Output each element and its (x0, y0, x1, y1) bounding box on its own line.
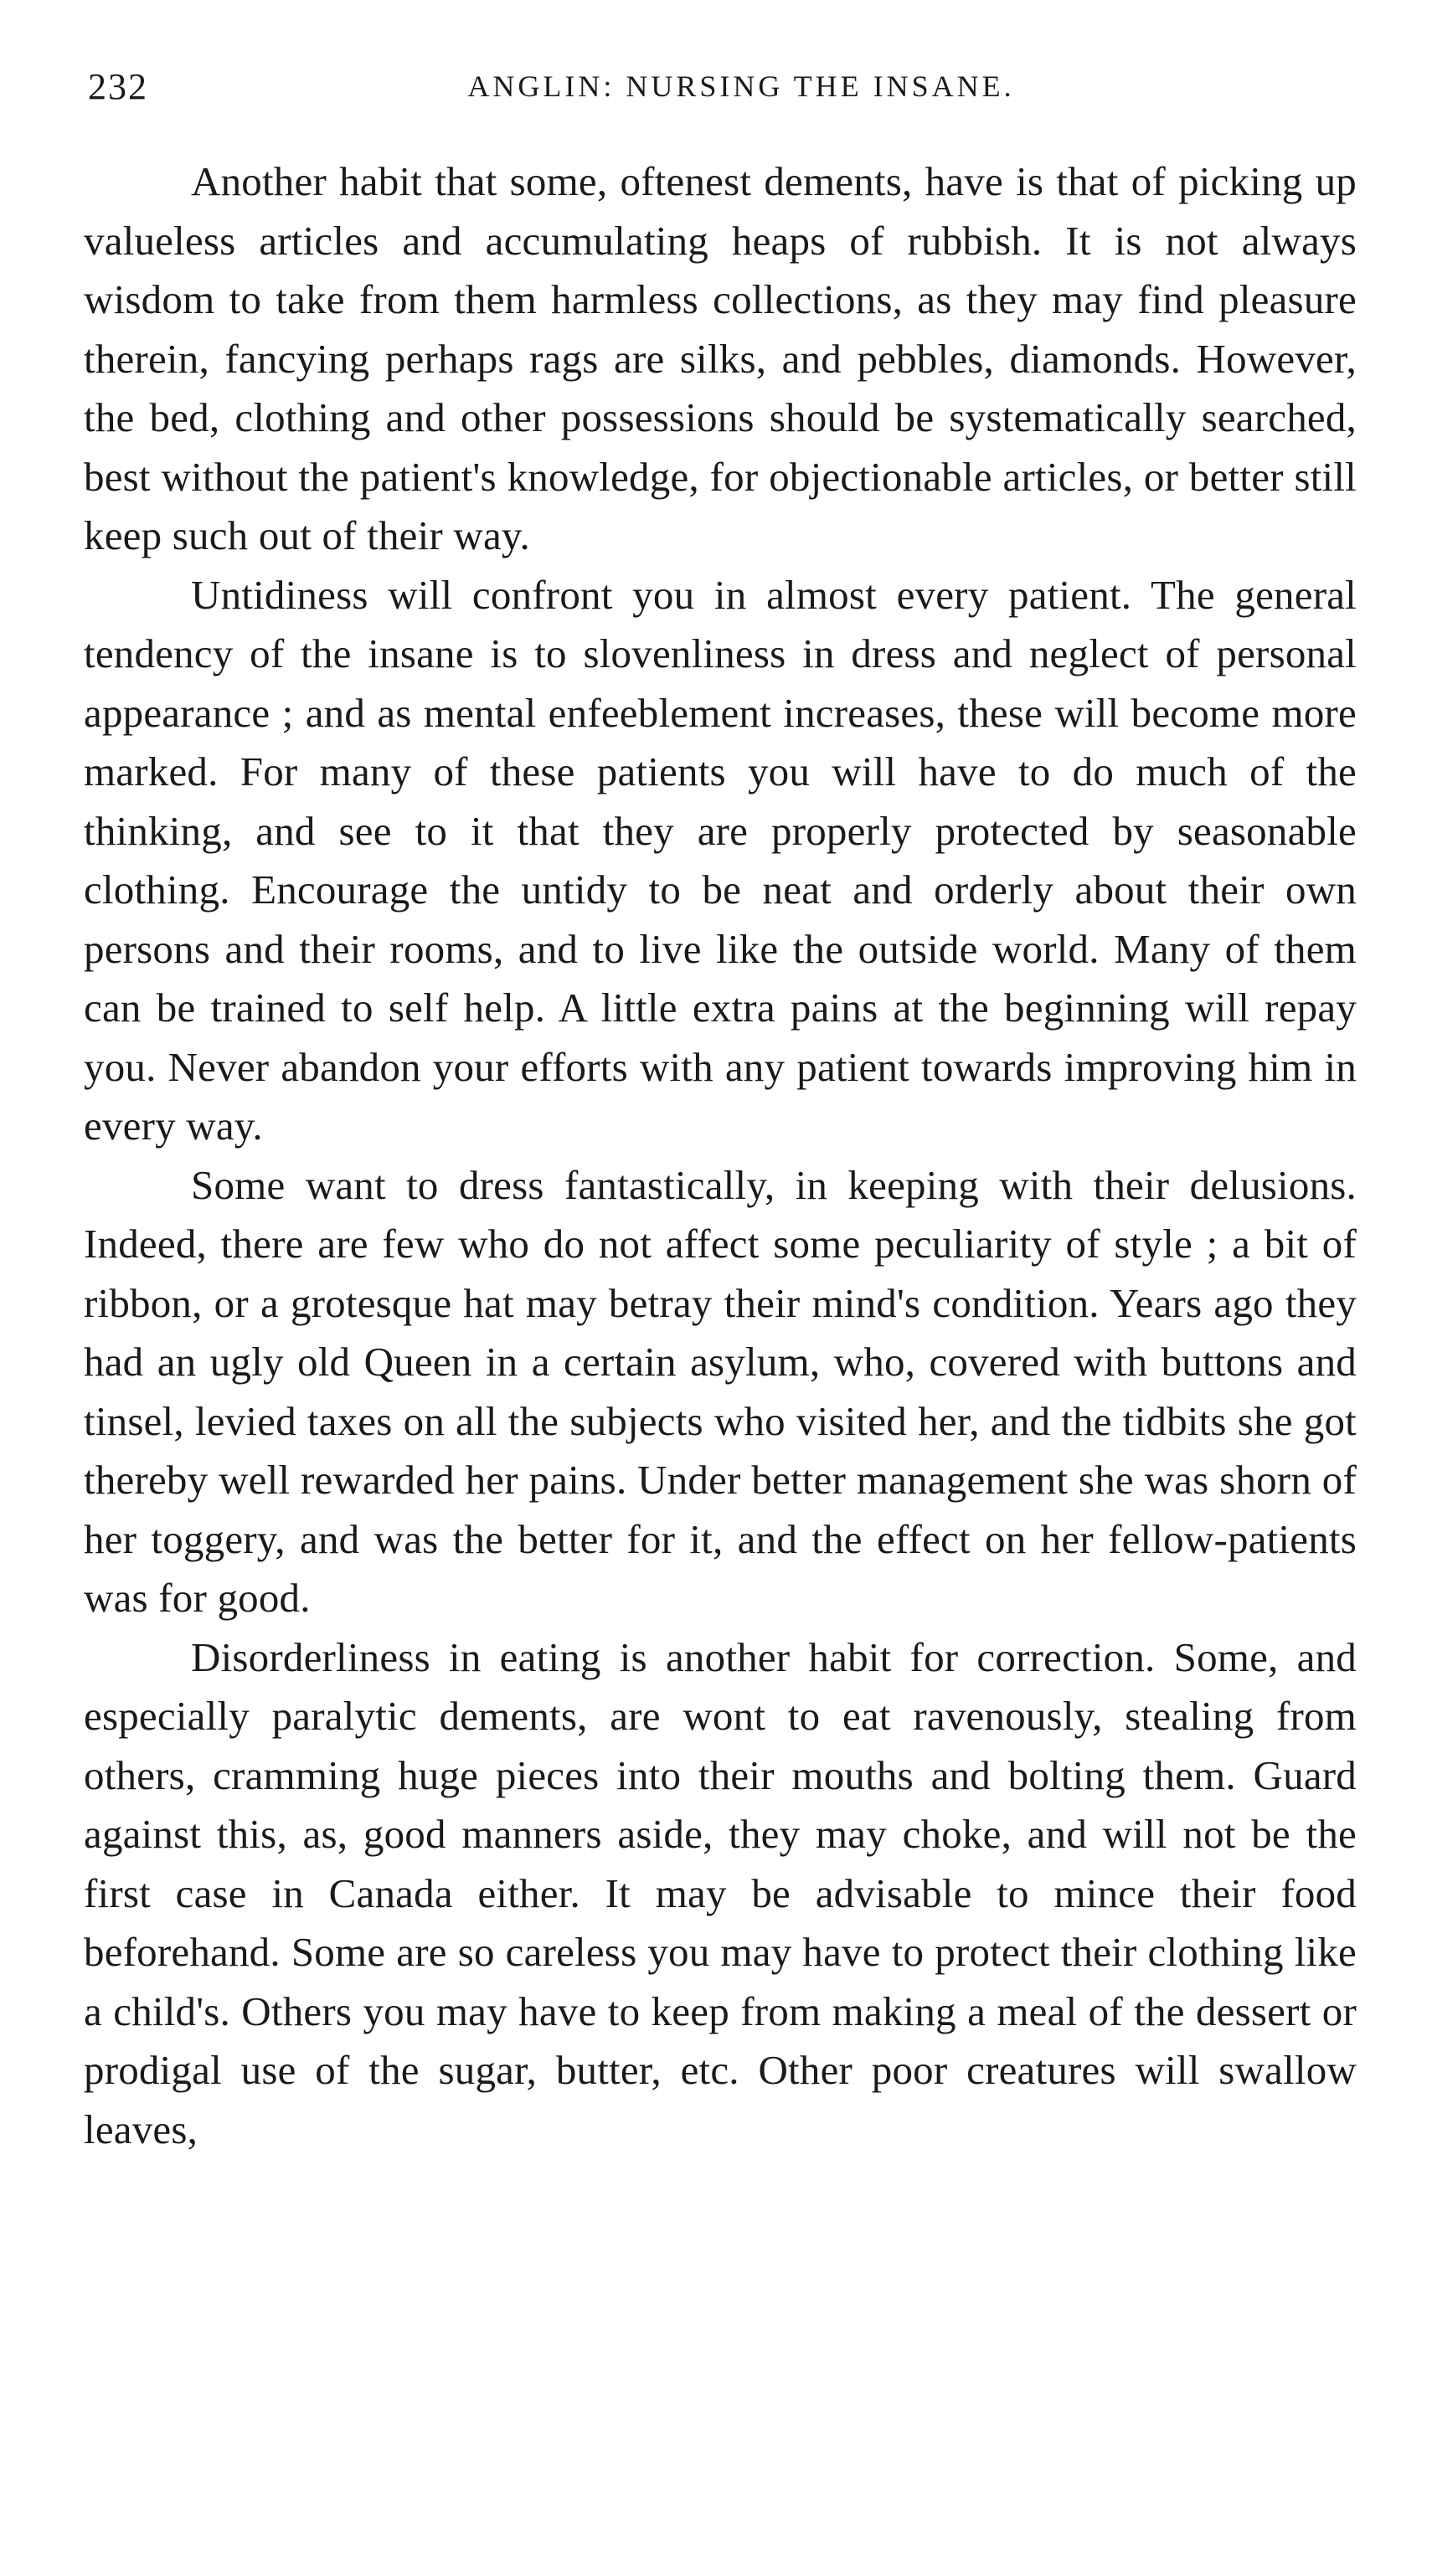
page-number: 232 (88, 66, 148, 107)
page-header (88, 65, 1361, 116)
running-head: ANGLIN: NURSING THE INSANE. (467, 69, 1015, 103)
paragraph-untidiness: Untidiness will confront you in almost every patient. The general tendency of the insane is to slovenliness in dress and neglect of personal appearance ; and as mental enfeeblement increases, these will become more marked. For many of these patients you will have to do much of the thinking, and see to it that they are properly protected by seasonable clothing. Encourage the untidy to be neat and orderly about their own persons and their rooms, and to live like the outside world. Many of them can be trained to self help. A little extra pains at the beginning will repay you. Never abandon your efforts with any patient towards improving him in every way. (84, 571, 1357, 1149)
paragraph-disorderly-eating: Disorderliness in eating is another habit for correction. Some, and especially paralytic dements, are wont to eat ravenously, stealing from others, cramming huge pieces into their mouths and bolting them. Guard against this, as, good manners aside, they may choke, and will not be the first case in Canada either. It may be advisable to mince their food beforehand. Some are so careless you may have to protect their clothing like a child's. Others you may have to keep from making a meal of the dessert or prodigal use of the sugar, butter, etc. Other poor creatures will swallow leaves, (84, 1633, 1357, 2152)
body-text (84, 152, 1357, 2159)
paragraph-fantastic-dress: Some want to dress fantastically, in keeping with their delusions. Indeed, there are few who do not affect some peculiarity of style ; a bit of ribbon, or a grotesque hat may betray their mind's condition. Years ago they had an ugly old Queen in a certain asylum, who, covered with buttons and tinsel, levied taxes on all the subjects who visited her, and the tidbits she got thereby well rewarded her pains. Under better management she was shorn of her toggery, and was the better for it, and the effect on her fellow-patients was for good. (84, 1161, 1357, 1621)
paragraph-collecting-rubbish: Another habit that some, oftenest dements, have is that of picking up valueless articles and accumulating heaps of rubbish. It is not always wisdom to take from them harmless collections, as they may find pleasure therein, fancying perhaps rags are silks, and pebbles, diamonds. However, the bed, clothing and other possessions should be systematically searched, best without the patient's knowledge, for objectionable articles, or better still keep such out of their way. (84, 158, 1357, 558)
